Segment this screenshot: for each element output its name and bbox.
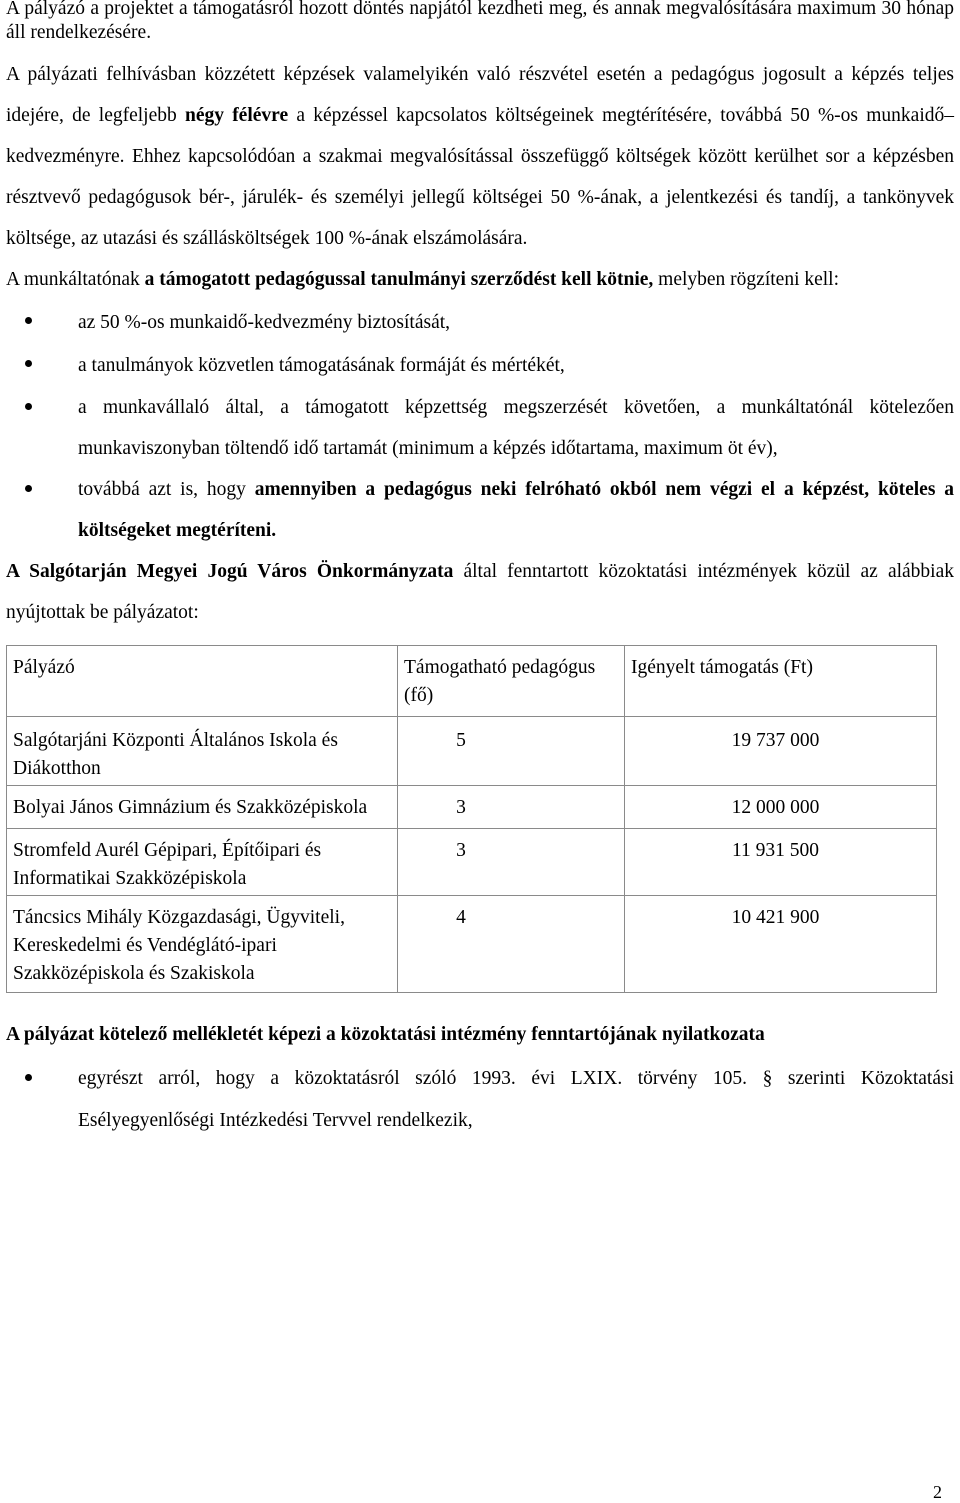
cell-value: 5 (456, 730, 466, 751)
paragraph-employer-contract (6, 259, 954, 301)
table-row (7, 896, 937, 993)
cell-value: 19 737 000 (731, 730, 820, 751)
list-item: a tanulmányok közvetlen támogatásának formáját és mértékét, (6, 344, 954, 387)
paragraph-training-support (6, 54, 954, 259)
cell-value: 3 (456, 840, 466, 861)
page-number: 2 (933, 1482, 942, 1502)
contract-requirements-list (6, 301, 954, 551)
table-cell-amount (625, 786, 937, 829)
document-page (6, 0, 954, 1142)
paragraph-bold: A pályázat kötelező mellékletét képezi a közoktatási intézmény fenntartójának nyilatkozata (6, 1024, 765, 1045)
cell-value: 12 000 000 (731, 797, 820, 818)
table-cell-amount (625, 829, 937, 896)
paragraph-bold: a támogatott pedagógussal tanulmányi szerződést kell kötnie, (144, 269, 654, 290)
table-header-amount: Igényelt támogatás (Ft) (625, 646, 937, 717)
attachment-list (6, 1058, 954, 1142)
list-item-bold: amennyiben a pedagógus neki felróható okból nem végzi el a képzést, köteles a költségeket megtéríteni. (78, 479, 955, 541)
list-item-text: továbbá azt is, hogy (78, 479, 255, 500)
list-item: a munkavállaló által, a támogatott képzettség megszerzését követően, a munkáltatónál kötelezően munkaviszonyban töltendő idő tartamát (minimum a képzés időtartama, maximum öt év), (6, 387, 954, 469)
paragraph-mandatory-attachment (6, 1014, 954, 1056)
paragraph-bold: A Salgótarján Megyei Jogú Város Önkormányzata (6, 561, 454, 582)
paragraph-municipality (6, 551, 954, 633)
table-cell-teachers (398, 896, 625, 993)
table-cell-teachers (398, 717, 625, 786)
applicants-table (6, 645, 937, 993)
table-cell-applicant: Bolyai János Gimnázium és Szakközépiskola (7, 786, 398, 829)
table-row (7, 717, 937, 786)
table-row (7, 829, 937, 896)
table-cell-amount (625, 896, 937, 993)
cell-value: 10 421 900 (731, 907, 820, 928)
table-cell-applicant: Táncsics Mihály Közgazdasági, Ügyviteli, Kereskedelmi és Vendéglátó-ipari Szakközépiskola és Szakiskola (7, 896, 398, 993)
table-cell-teachers (398, 786, 625, 829)
list-item: egyrészt arról, hogy a közoktatásról szóló 1993. évi LXIX. törvény 105. § szerinti Közoktatási Esélyegyenlőségi Intézkedési Tervvel rendelkezik, (6, 1058, 954, 1142)
table-header-row (7, 646, 937, 717)
paragraph-project-start: A pályázó a projektet a támogatásról hozott döntés napjától kezdheti meg, és annak megvalósítására maximum 30 hónap áll rendelkezésére. (6, 0, 954, 43)
cell-value: 3 (456, 797, 466, 818)
paragraph-text: a képzéssel kapcsolatos költségeinek megtérítésére, továbbá 50 %-os munkaidő–kedvezményre. Ehhez kapcsolódóan a szakmai megvalósítással összefüggő költségek között kerülhet sor a képzésben résztvevő pedagógusok bér-, járulék- és személyi jellegű költségei 50 %-ának, a jelentkezési és tandíj, a tankönyvek költsége, az utazási és szállásköltségek 100 %-ának elszámolására. (6, 105, 954, 249)
table-cell-teachers (398, 829, 625, 896)
table-row (7, 786, 937, 829)
cell-value: 11 931 500 (731, 840, 820, 861)
table-header-applicant: Pályázó (7, 646, 398, 717)
table-cell-amount (625, 717, 937, 786)
list-item: az 50 %-os munkaidő-kedvezmény biztosítását, (6, 301, 954, 344)
paragraph-text: által fenntartott közoktatási intézmények közül az alábbiak nyújtottak be pályázatot: (6, 561, 954, 623)
table-header-teachers: Támogatható pedagógus (fő) (398, 646, 625, 717)
paragraph-text: A pályázati felhívásban közzétett képzések valamelyikén való részvétel esetén a pedagógus jogosult a képzés teljes idejére, de legfeljebb (6, 64, 954, 126)
table-cell-applicant: Salgótarjáni Központi Általános Iskola és Diákotthon (7, 717, 398, 786)
cell-value: 4 (456, 907, 466, 928)
paragraph-text: A munkáltatónak (6, 269, 145, 290)
paragraph-bold: négy félévre (184, 105, 289, 126)
list-item (6, 469, 954, 551)
table-cell-applicant: Stromfeld Aurél Gépipari, Építőipari és Informatikai Szakközépiskola (7, 829, 398, 896)
paragraph-text: melyben rögzíteni kell: (653, 269, 840, 290)
